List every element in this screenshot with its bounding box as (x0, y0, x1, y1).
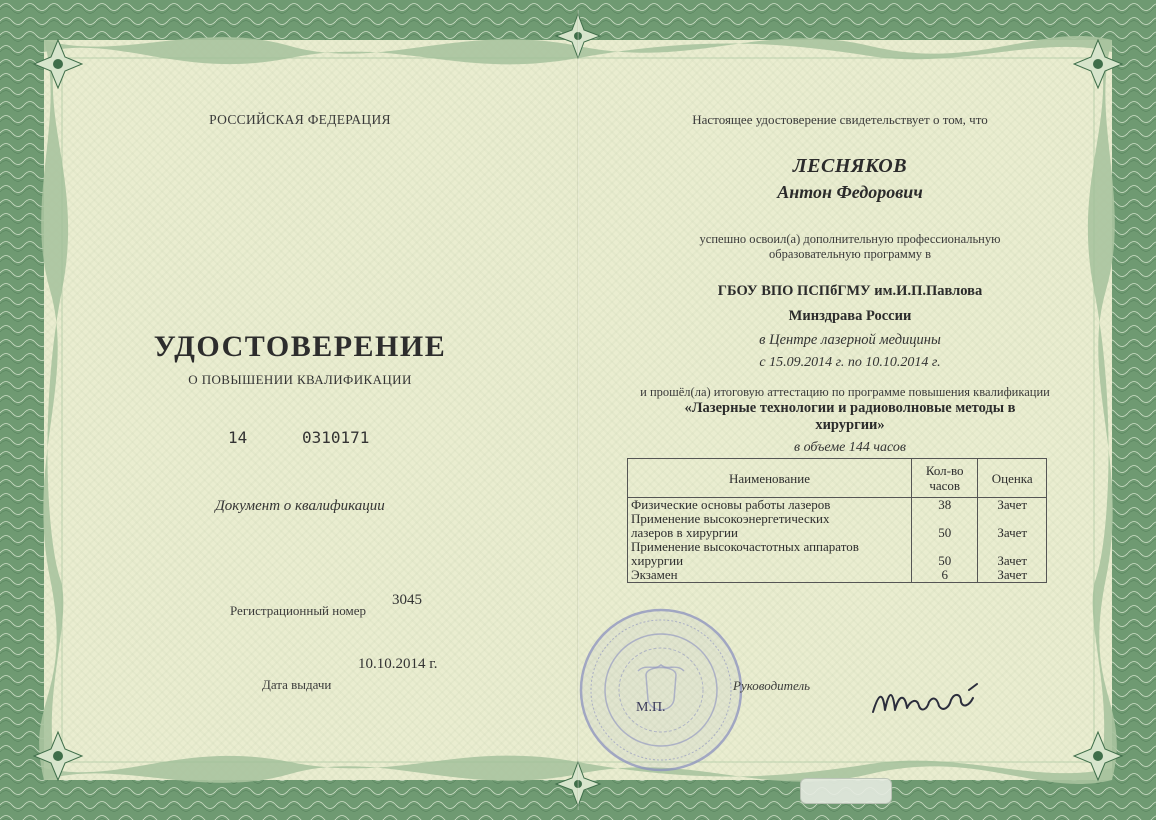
issue-date: 10.10.2014 г. (358, 656, 438, 672)
row-name-line-2: лазеров в хирургии (631, 525, 738, 540)
program-volume: в объеме 144 часов (794, 440, 906, 455)
header-name: Наименование (628, 459, 912, 498)
stamp-place-label: М.П. (636, 700, 666, 715)
table-row (628, 498, 1047, 513)
official-seal-icon (576, 605, 746, 775)
header-hours-line-2: часов (929, 478, 961, 493)
registration-label: Регистрационный номер (230, 603, 366, 618)
table-row (628, 568, 1047, 583)
program-title-line-1: «Лазерные технологии и радиоволновые методы в (684, 400, 1016, 416)
header-hours-line-1: Кол-во (925, 463, 964, 478)
institution-name: ГБОУ ВПО ПСПбГМУ им.И.П.Павлова (717, 283, 983, 299)
document-series: 14 (228, 428, 248, 447)
row-grade: Зачет (978, 568, 1047, 583)
row-name-line-1: Применение высокоэнергетических (631, 511, 830, 526)
row-name: Экзамен (628, 568, 912, 583)
mastered-line-1: успешно освоил(а) дополнительную профессиональную (699, 232, 1001, 246)
document-type: Документ о квалификации (215, 498, 385, 514)
row-hours: 50 (911, 512, 977, 540)
header-grade: Оценка (978, 459, 1047, 498)
certify-text: Настоящее удостоверение свидетельствует о том, что (692, 112, 988, 127)
row-grade: Зачет (978, 512, 1047, 540)
table-row (628, 512, 1047, 540)
program-title-line-2: хирургии» (815, 417, 885, 433)
row-name-line-2: хирургии (631, 553, 684, 568)
row-grade: Зачет (978, 498, 1047, 513)
department-name: в Центре лазерной медицины (759, 332, 941, 348)
row-hours: 38 (911, 498, 977, 513)
row-name: Физические основы работы лазеров (628, 498, 912, 513)
header-hours (911, 459, 977, 498)
subjects-table (627, 458, 1047, 583)
holder-surname: ЛЕСНЯКОВ (792, 155, 908, 177)
country-title: РОССИЙСКАЯ ФЕДЕРАЦИЯ (209, 112, 391, 127)
attestation-text: и прошёл(ла) итоговую аттестацию по программе повышения квалификации (640, 385, 1050, 399)
document-title: УДОСТОВЕРЕНИЕ (153, 330, 447, 363)
document-subtitle: О ПОВЫШЕНИИ КВАЛИФИКАЦИИ (188, 372, 412, 387)
mastered-line-2: образовательную программу в (768, 247, 932, 261)
program-title (640, 400, 1060, 434)
row-hours: 6 (911, 568, 977, 583)
table-row (628, 540, 1047, 568)
row-grade: Зачет (978, 540, 1047, 568)
ministry-name: Минздрава России (788, 308, 912, 324)
mastered-text (640, 232, 1060, 262)
head-label: Руководитель (733, 678, 811, 693)
holder-given-name: Антон Федорович (777, 182, 923, 202)
row-name (628, 540, 912, 568)
sticker-patch (800, 778, 892, 804)
row-hours: 50 (911, 540, 977, 568)
registration-number: 3045 (392, 592, 422, 608)
study-period: с 15.09.2014 г. по 10.10.2014 г. (759, 355, 941, 370)
document-number: 0310171 (302, 428, 370, 447)
row-name-line-1: Применение высокочастотных аппаратов (631, 539, 859, 554)
handwritten-signature-icon (865, 672, 995, 732)
table-header-row (628, 459, 1047, 498)
row-name (628, 512, 912, 540)
issue-date-label: Дата выдачи (262, 677, 332, 692)
